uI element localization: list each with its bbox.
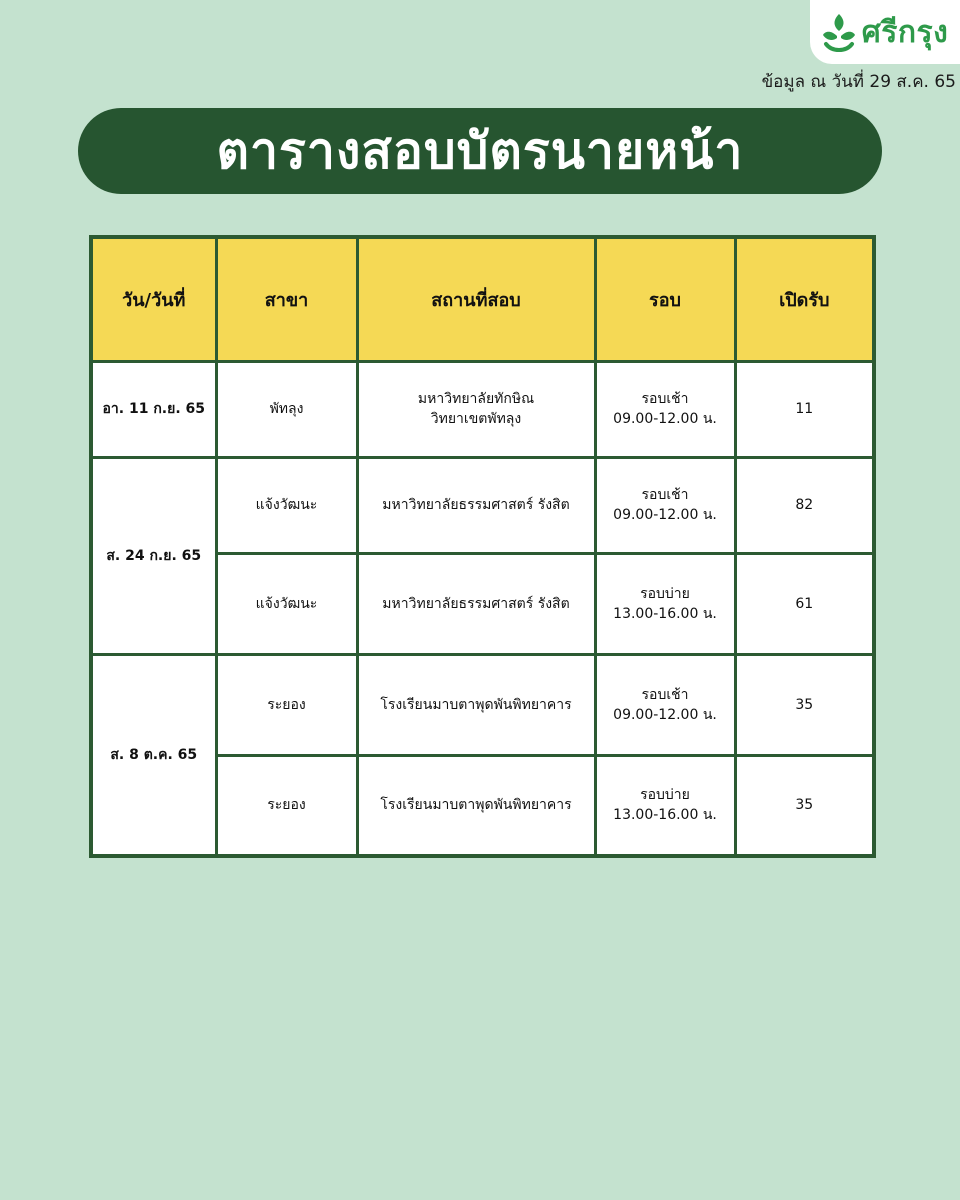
venue-line: โรงเรียนมาบตาพุดพันพิทยาคาร — [380, 696, 572, 713]
venue-cell — [357, 553, 595, 654]
session-time: 13.00-16.00 น. — [613, 807, 717, 824]
session-name: รอบเช้า — [641, 686, 689, 703]
session-name: รอบบ่าย — [640, 585, 690, 602]
branch-cell: แจ้งวัฒนะ — [216, 553, 357, 654]
session-cell — [595, 457, 735, 553]
table-row — [91, 457, 874, 553]
header-branch: สาขา — [216, 237, 357, 361]
branch-cell: ระยอง — [216, 654, 357, 755]
open-seats-cell: 35 — [735, 654, 874, 755]
session-name: รอบบ่าย — [640, 787, 690, 804]
date-cell: ส. 24 ก.ย. 65 — [91, 457, 216, 654]
venue-cell — [357, 654, 595, 755]
date-cell: อา. 11 ก.ย. 65 — [91, 361, 216, 457]
session-time: 09.00-12.00 น. — [613, 706, 717, 723]
venue-cell — [357, 361, 595, 457]
venue-cell — [357, 755, 595, 856]
open-seats-cell: 11 — [735, 361, 874, 457]
header-venue: สถานที่สอบ — [357, 237, 595, 361]
session-name: รอบเช้า — [641, 391, 689, 407]
venue-line: มหาวิทยาลัยธรรมศาสตร์ รังสิต — [382, 595, 570, 612]
open-seats-cell: 82 — [735, 457, 874, 553]
table-row — [91, 654, 874, 755]
header-date: วัน/วันที่ — [91, 237, 216, 361]
session-cell — [595, 553, 735, 654]
table-row — [91, 361, 874, 457]
venue-line: มหาวิทยาลัยทักษิณ — [417, 391, 535, 407]
session-cell — [595, 755, 735, 856]
date-note: ข้อมูล ณ วันที่ 29 ส.ค. 65 — [761, 72, 956, 92]
exam-schedule-table — [89, 235, 876, 858]
branch-cell: แจ้งวัฒนะ — [216, 457, 357, 553]
header-open: เปิดรับ — [735, 237, 874, 361]
page-title: ตารางสอบบัตรนายหน้า — [216, 121, 744, 180]
brand-logo — [810, 0, 960, 64]
branch-cell: พัทลุง — [216, 361, 357, 457]
table-header-row — [91, 237, 874, 361]
venue-line: โรงเรียนมาบตาพุดพันพิทยาคาร — [380, 797, 572, 814]
session-time: 09.00-12.00 น. — [613, 411, 717, 427]
branch-cell: ระยอง — [216, 755, 357, 856]
open-seats-cell: 35 — [735, 755, 874, 856]
session-name: รอบเช้า — [641, 487, 689, 503]
date-cell: ส. 8 ต.ค. 65 — [91, 654, 216, 856]
sprout-icon — [822, 10, 856, 54]
open-seats-cell: 61 — [735, 553, 874, 654]
session-time: 13.00-16.00 น. — [613, 605, 717, 622]
session-cell — [595, 361, 735, 457]
header-session: รอบ — [595, 237, 735, 361]
venue-line: วิทยาเขตพัทลุง — [430, 411, 522, 427]
title-banner — [78, 108, 882, 194]
venue-line: มหาวิทยาลัยธรรมศาสตร์ รังสิต — [382, 497, 570, 513]
session-cell — [595, 654, 735, 755]
venue-cell — [357, 457, 595, 553]
session-time: 09.00-12.00 น. — [613, 507, 717, 523]
brand-name: ศรีกรุง — [861, 14, 949, 50]
